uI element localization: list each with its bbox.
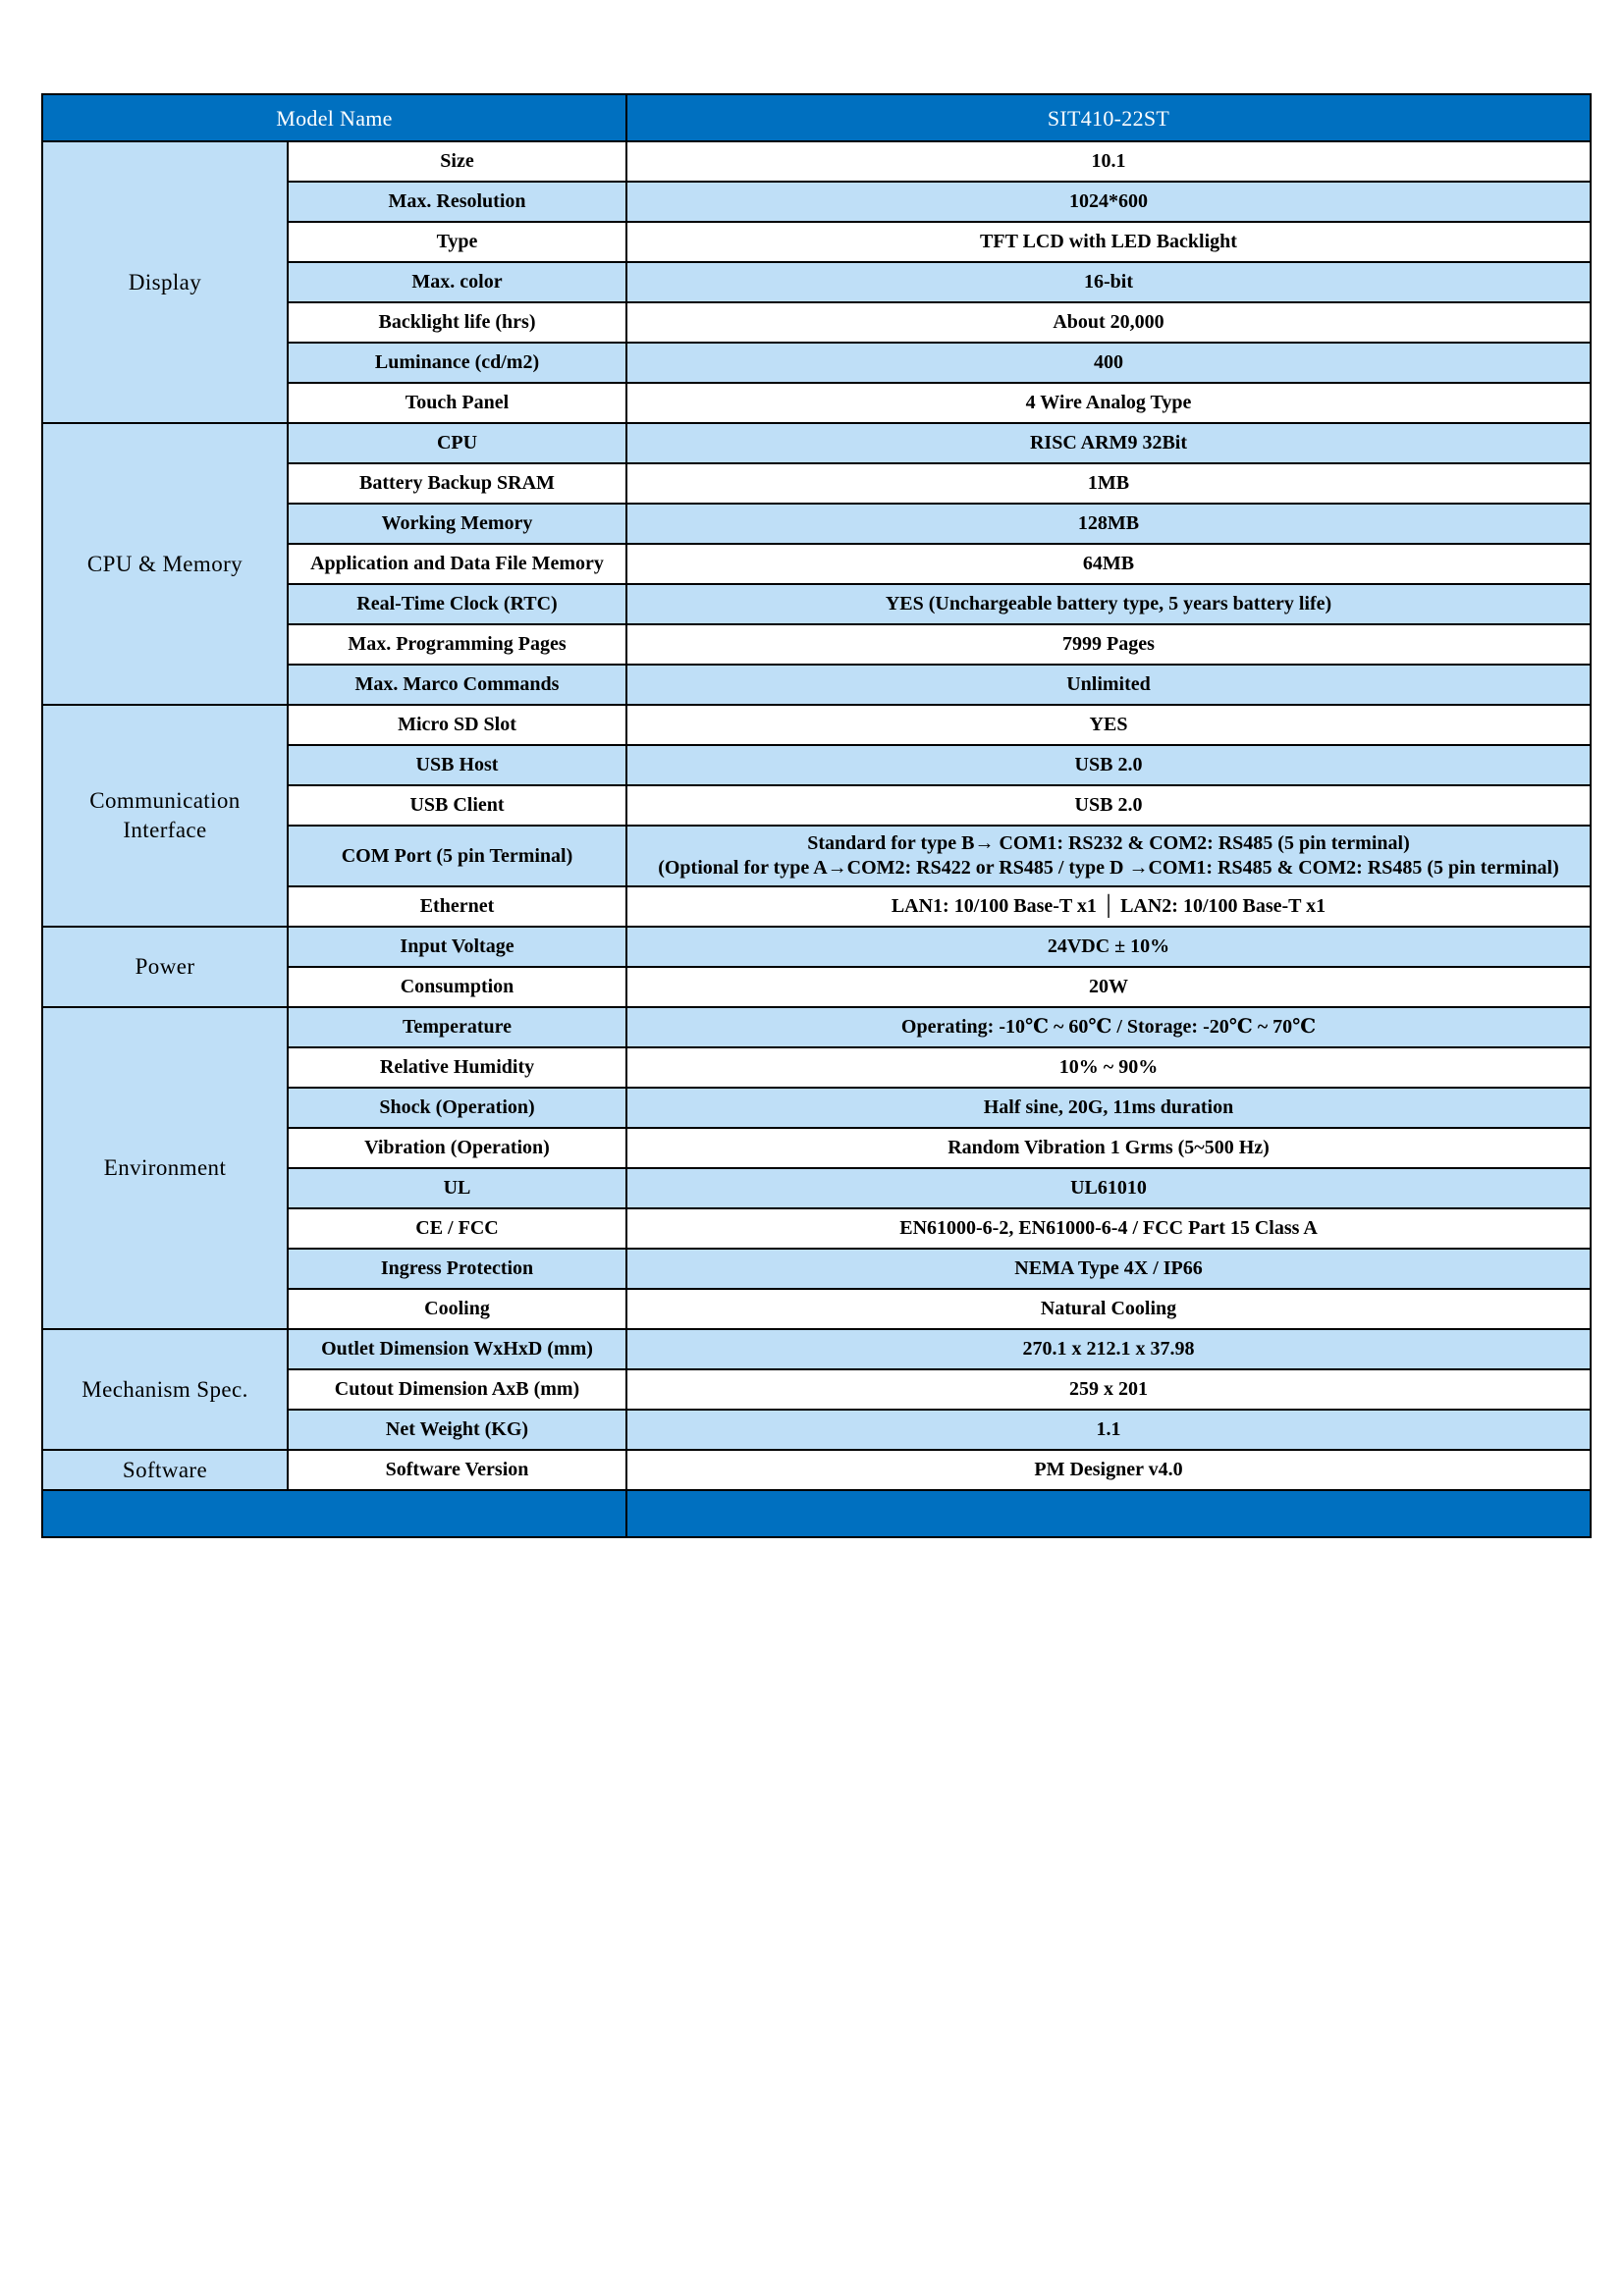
category-environment: Environment <box>42 1007 288 1329</box>
value-cell: Operating: -10℃ ~ 60℃ / Storage: -20℃ ~ 70℃ <box>626 1007 1591 1047</box>
model-name-value: SIT410-22ST <box>626 94 1591 141</box>
value-cell: About 20,000 <box>626 302 1591 343</box>
category-label-line: Communication <box>89 788 241 813</box>
value-cell: 1.1 <box>626 1410 1591 1450</box>
property-cell: Max. Marco Commands <box>288 665 626 705</box>
property-cell: Input Voltage <box>288 927 626 967</box>
header-row <box>42 94 1591 141</box>
value-cell: YES <box>626 705 1591 745</box>
category-software: Software <box>42 1450 288 1490</box>
property-cell: Cutout Dimension AxB (mm) <box>288 1369 626 1410</box>
value-cell: 400 <box>626 343 1591 383</box>
value-cell: YES (Unchargeable battery type, 5 years battery life) <box>626 584 1591 624</box>
footer-row <box>42 1490 1591 1537</box>
table-row <box>42 1450 1591 1490</box>
table-row <box>42 705 1591 745</box>
value-cell: 20W <box>626 967 1591 1007</box>
property-cell: Relative Humidity <box>288 1047 626 1088</box>
property-cell: Vibration (Operation) <box>288 1128 626 1168</box>
property-cell: Temperature <box>288 1007 626 1047</box>
value-line: Standard for type B→ COM1: RS232 & COM2: RS485 (5 pin terminal) <box>807 832 1410 854</box>
value-cell: 128MB <box>626 504 1591 544</box>
footer-left-band <box>42 1490 626 1537</box>
value-cell: 270.1 x 212.1 x 37.98 <box>626 1329 1591 1369</box>
value-cell: 1MB <box>626 463 1591 504</box>
table-row <box>42 1329 1591 1369</box>
property-cell: Cooling <box>288 1289 626 1329</box>
value-cell: 16-bit <box>626 262 1591 302</box>
value-cell: USB 2.0 <box>626 745 1591 785</box>
property-cell: Real-Time Clock (RTC) <box>288 584 626 624</box>
table-row <box>42 423 1591 463</box>
property-cell: Type <box>288 222 626 262</box>
category-display: Display <box>42 141 288 423</box>
category-label-line: Interface <box>123 818 207 842</box>
value-cell: RISC ARM9 32Bit <box>626 423 1591 463</box>
value-cell: 4 Wire Analog Type <box>626 383 1591 423</box>
value-cell <box>626 826 1591 886</box>
value-cell: 1024*600 <box>626 182 1591 222</box>
value-cell: PM Designer v4.0 <box>626 1450 1591 1490</box>
footer-right-band <box>626 1490 1591 1537</box>
value-cell: EN61000-6-2, EN61000-6-4 / FCC Part 15 Class A <box>626 1208 1591 1249</box>
property-cell: Application and Data File Memory <box>288 544 626 584</box>
value-cell: USB 2.0 <box>626 785 1591 826</box>
model-name-label: Model Name <box>42 94 626 141</box>
value-cell: Unlimited <box>626 665 1591 705</box>
property-cell: Micro SD Slot <box>288 705 626 745</box>
property-cell: CPU <box>288 423 626 463</box>
value-cell: 259 x 201 <box>626 1369 1591 1410</box>
value-cell: 64MB <box>626 544 1591 584</box>
category-mechanism-spec: Mechanism Spec. <box>42 1329 288 1450</box>
value-cell: 10% ~ 90% <box>626 1047 1591 1088</box>
value-cell: Half sine, 20G, 11ms duration <box>626 1088 1591 1128</box>
property-cell: Ingress Protection <box>288 1249 626 1289</box>
property-cell: Max. Resolution <box>288 182 626 222</box>
category-communication-interface <box>42 705 288 927</box>
value-cell: TFT LCD with LED Backlight <box>626 222 1591 262</box>
property-cell: Outlet Dimension WxHxD (mm) <box>288 1329 626 1369</box>
property-cell: Max. Programming Pages <box>288 624 626 665</box>
property-cell: Consumption <box>288 967 626 1007</box>
spec-table <box>41 93 1592 1538</box>
property-cell: Luminance (cd/m2) <box>288 343 626 383</box>
category-power: Power <box>42 927 288 1007</box>
property-cell: Net Weight (KG) <box>288 1410 626 1450</box>
value-cell: 10.1 <box>626 141 1591 182</box>
property-cell: Working Memory <box>288 504 626 544</box>
table-row <box>42 141 1591 182</box>
property-cell: Backlight life (hrs) <box>288 302 626 343</box>
value-cell: LAN1: 10/100 Base-T x1 │ LAN2: 10/100 Base-T x1 <box>626 886 1591 927</box>
property-cell: USB Host <box>288 745 626 785</box>
category-cpu-memory: CPU & Memory <box>42 423 288 705</box>
property-cell: CE / FCC <box>288 1208 626 1249</box>
property-cell: Shock (Operation) <box>288 1088 626 1128</box>
value-cell: Random Vibration 1 Grms (5~500 Hz) <box>626 1128 1591 1168</box>
value-cell: Natural Cooling <box>626 1289 1591 1329</box>
property-cell: Battery Backup SRAM <box>288 463 626 504</box>
property-cell: Ethernet <box>288 886 626 927</box>
value-line: (Optional for type A→COM2: RS422 or RS485 / type D →COM1: RS485 & COM2: RS485 (5 pin terminal) <box>658 857 1559 879</box>
table-row <box>42 1007 1591 1047</box>
property-cell: Touch Panel <box>288 383 626 423</box>
property-cell: Size <box>288 141 626 182</box>
value-cell: 7999 Pages <box>626 624 1591 665</box>
value-cell: UL61010 <box>626 1168 1591 1208</box>
value-cell: NEMA Type 4X / IP66 <box>626 1249 1591 1289</box>
property-cell: Max. color <box>288 262 626 302</box>
property-cell: COM Port (5 pin Terminal) <box>288 826 626 886</box>
property-cell: Software Version <box>288 1450 626 1490</box>
property-cell: UL <box>288 1168 626 1208</box>
property-cell: USB Client <box>288 785 626 826</box>
table-row <box>42 927 1591 967</box>
value-cell: 24VDC ± 10% <box>626 927 1591 967</box>
